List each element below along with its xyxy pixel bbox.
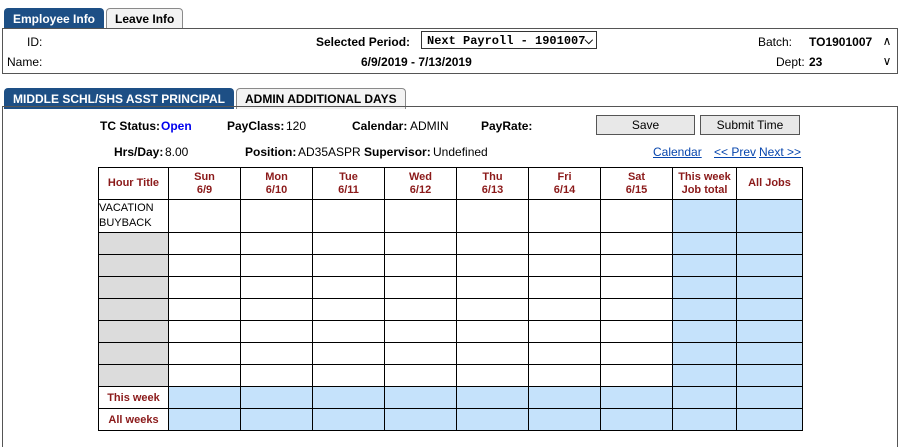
hours-input-cell[interactable] xyxy=(241,365,313,387)
day-header-sun xyxy=(169,168,241,200)
week-job-total-header xyxy=(673,168,737,200)
hours-input-cell[interactable] xyxy=(601,321,673,343)
hour-title-cell[interactable] xyxy=(99,321,169,343)
total-cell xyxy=(457,409,529,431)
hours-input-cell[interactable] xyxy=(241,277,313,299)
position-value: AD35ASPR xyxy=(298,145,361,159)
total-cell xyxy=(385,409,457,431)
hours-input-cell[interactable] xyxy=(313,233,385,255)
timecard-panel xyxy=(2,106,898,447)
week-job-total-cell xyxy=(673,343,737,365)
hours-input-cell[interactable] xyxy=(313,321,385,343)
total-cell xyxy=(169,409,241,431)
hours-input-cell[interactable] xyxy=(313,277,385,299)
hours-input-cell[interactable] xyxy=(241,321,313,343)
all-jobs-cell xyxy=(737,233,803,255)
day-header-sat xyxy=(601,168,673,200)
total-cell xyxy=(737,409,803,431)
all-jobs-cell xyxy=(737,200,803,233)
batch-label: Batch: xyxy=(758,35,793,49)
hours-input-cell[interactable] xyxy=(169,299,241,321)
top-tab-bar xyxy=(4,8,183,29)
dept-label: Dept: xyxy=(776,55,805,69)
tc-status-value: Open xyxy=(161,119,192,133)
hours-input-cell[interactable] xyxy=(241,299,313,321)
payrate-label: PayRate: xyxy=(481,119,533,133)
hours-input-cell[interactable] xyxy=(601,200,673,233)
day-name: Sun xyxy=(194,170,215,183)
submit-time-button[interactable]: Submit Time xyxy=(700,115,800,135)
hour-title-cell[interactable]: VACATION BUYBACK xyxy=(99,200,169,233)
tab-leave-info[interactable]: Leave Info xyxy=(106,8,183,29)
day-date: 6/13 xyxy=(481,183,504,196)
total-cell xyxy=(673,409,737,431)
day-date: 6/14 xyxy=(553,183,576,196)
timecard-grid xyxy=(98,167,803,431)
day-header-fri xyxy=(529,168,601,200)
table-row xyxy=(99,365,803,387)
hours-input-cell[interactable] xyxy=(241,200,313,233)
total-cell xyxy=(737,387,803,409)
day-name: Fri xyxy=(557,170,572,183)
all-jobs-cell xyxy=(737,299,803,321)
hours-input-cell[interactable] xyxy=(385,200,457,233)
hours-input-cell[interactable] xyxy=(241,343,313,365)
table-row xyxy=(99,343,803,365)
day-date: 6/11 xyxy=(338,183,359,196)
total-cell xyxy=(313,387,385,409)
tab-employee-info[interactable]: Employee Info xyxy=(4,8,104,29)
hour-title-cell[interactable] xyxy=(99,365,169,387)
calendar-link[interactable]: Calendar xyxy=(653,145,702,159)
day-date: 6/10 xyxy=(265,183,288,196)
selected-period-label: Selected Period: xyxy=(316,35,411,49)
total-cell xyxy=(457,387,529,409)
hours-input-cell[interactable] xyxy=(457,255,529,277)
table-row xyxy=(99,277,803,299)
supervisor-value: Undefined xyxy=(433,145,488,159)
day-header-mon xyxy=(241,168,313,200)
hour-title-cell[interactable] xyxy=(99,343,169,365)
hrs-day-label: Hrs/Day: xyxy=(114,145,164,159)
this-week-label: This week xyxy=(99,387,169,409)
all-jobs-cell xyxy=(737,277,803,299)
table-row xyxy=(99,200,803,233)
employee-header xyxy=(2,28,898,74)
week-job-total-cell xyxy=(673,200,737,233)
day-date: 6/12 xyxy=(409,183,432,196)
total-cell xyxy=(601,387,673,409)
tab-middle-schl-asst-principal[interactable]: MIDDLE SCHL/SHS ASST PRINCIPAL xyxy=(4,88,234,109)
hours-input-cell[interactable] xyxy=(385,321,457,343)
all-weeks-label: All weeks xyxy=(99,409,169,431)
hours-input-cell[interactable] xyxy=(169,255,241,277)
hours-input-cell[interactable] xyxy=(457,321,529,343)
hours-input-cell[interactable] xyxy=(457,200,529,233)
week-job-total-cell xyxy=(673,299,737,321)
id-label: ID: xyxy=(27,35,43,49)
hours-input-cell[interactable] xyxy=(601,277,673,299)
save-button[interactable]: Save xyxy=(596,115,695,135)
hour-title-cell[interactable] xyxy=(99,255,169,277)
period-select[interactable] xyxy=(421,31,597,49)
date-range: 6/9/2019 - 7/13/2019 xyxy=(361,55,472,69)
table-row xyxy=(99,233,803,255)
hours-input-cell[interactable] xyxy=(601,299,673,321)
total-cell xyxy=(385,387,457,409)
hours-input-cell[interactable] xyxy=(601,233,673,255)
hours-input-cell[interactable] xyxy=(529,233,601,255)
day-date: 6/9 xyxy=(196,183,213,196)
table-row xyxy=(99,255,803,277)
name-label: Name: xyxy=(7,55,43,69)
hours-input-cell[interactable] xyxy=(241,255,313,277)
week-job-total-cell xyxy=(673,277,737,299)
scroll-up-icon[interactable]: ∧ xyxy=(882,34,892,48)
this-week-row xyxy=(99,387,803,409)
hours-input-cell[interactable] xyxy=(385,343,457,365)
hours-input-cell[interactable] xyxy=(313,299,385,321)
day-header-tue xyxy=(313,168,385,200)
hours-input-cell[interactable] xyxy=(313,343,385,365)
all-jobs-cell xyxy=(737,365,803,387)
all-jobs-header: All Jobs xyxy=(737,168,803,200)
hours-input-cell[interactable] xyxy=(169,277,241,299)
week-job-total-line1: This week xyxy=(678,170,731,183)
supervisor-label: Supervisor: xyxy=(364,145,431,159)
hours-input-cell[interactable] xyxy=(601,365,673,387)
total-cell xyxy=(313,409,385,431)
hours-input-cell[interactable] xyxy=(457,277,529,299)
week-job-total-cell xyxy=(673,233,737,255)
next-week-link[interactable]: Next >> xyxy=(759,145,802,159)
scroll-down-icon[interactable]: ∨ xyxy=(882,54,892,68)
day-name: Sat xyxy=(627,170,646,183)
prev-week-link[interactable]: << Prev xyxy=(714,145,757,159)
tab-admin-additional-days[interactable]: ADMIN ADDITIONAL DAYS xyxy=(236,88,406,109)
all-weeks-row xyxy=(99,409,803,431)
hours-input-cell[interactable] xyxy=(313,255,385,277)
hours-input-cell[interactable] xyxy=(529,200,601,233)
week-job-total-line2: Job total xyxy=(681,183,728,196)
total-cell xyxy=(241,409,313,431)
day-date: 6/15 xyxy=(625,183,648,196)
hours-input-cell[interactable] xyxy=(313,200,385,233)
tc-status-label: TC Status: xyxy=(100,119,160,133)
hrs-day-value: 8.00 xyxy=(165,145,189,159)
hours-input-cell[interactable] xyxy=(529,299,601,321)
total-cell xyxy=(529,387,601,409)
calendar-value: ADMIN xyxy=(410,119,449,133)
dept-value: 23 xyxy=(809,55,823,69)
hours-input-cell[interactable] xyxy=(241,233,313,255)
all-jobs-cell xyxy=(737,321,803,343)
hours-input-cell[interactable] xyxy=(385,277,457,299)
hours-input-cell[interactable] xyxy=(601,255,673,277)
hour-title-header: Hour Title xyxy=(99,168,169,200)
total-cell xyxy=(241,387,313,409)
hours-input-cell[interactable] xyxy=(529,277,601,299)
payclass-value: 120 xyxy=(286,119,307,133)
total-cell xyxy=(529,409,601,431)
week-job-total-cell xyxy=(673,365,737,387)
total-cell xyxy=(673,387,737,409)
week-job-total-cell xyxy=(673,255,737,277)
day-header-thu xyxy=(457,168,529,200)
total-cell xyxy=(601,409,673,431)
table-row xyxy=(99,299,803,321)
hours-input-cell[interactable] xyxy=(457,365,529,387)
hours-input-cell[interactable] xyxy=(529,365,601,387)
day-name: Mon xyxy=(265,170,288,183)
hour-title-cell[interactable] xyxy=(99,233,169,255)
hours-input-cell[interactable] xyxy=(169,343,241,365)
day-name: Wed xyxy=(408,170,433,183)
day-name: Thu xyxy=(482,170,503,183)
batch-value: TO1901007 xyxy=(809,35,873,49)
hours-input-cell[interactable] xyxy=(385,233,457,255)
hours-input-cell[interactable] xyxy=(385,255,457,277)
grid-header-row xyxy=(99,168,803,200)
all-jobs-cell xyxy=(737,255,803,277)
hours-input-cell[interactable] xyxy=(529,343,601,365)
period-select-value: Next Payroll - 1901007 xyxy=(427,34,586,48)
week-job-total-cell xyxy=(673,321,737,343)
hours-input-cell[interactable] xyxy=(529,321,601,343)
hours-input-cell[interactable] xyxy=(313,365,385,387)
hours-input-cell[interactable] xyxy=(601,343,673,365)
payclass-label: PayClass: xyxy=(227,119,285,133)
hours-input-cell[interactable] xyxy=(457,233,529,255)
all-jobs-cell xyxy=(737,343,803,365)
hours-input-cell[interactable] xyxy=(457,343,529,365)
position-label: Position: xyxy=(245,145,297,159)
hour-title-cell[interactable] xyxy=(99,299,169,321)
hour-title-cell[interactable] xyxy=(99,277,169,299)
hours-input-cell[interactable] xyxy=(385,299,457,321)
calendar-label: Calendar: xyxy=(352,119,408,133)
chevron-down-icon: ⌵ xyxy=(584,34,593,47)
day-name: Tue xyxy=(339,170,358,183)
hours-input-cell[interactable] xyxy=(169,365,241,387)
table-row xyxy=(99,321,803,343)
day-header-wed xyxy=(385,168,457,200)
hours-input-cell[interactable] xyxy=(169,321,241,343)
hours-input-cell[interactable] xyxy=(385,365,457,387)
hours-input-cell[interactable] xyxy=(169,200,241,233)
hours-input-cell[interactable] xyxy=(457,299,529,321)
total-cell xyxy=(169,387,241,409)
hours-input-cell[interactable] xyxy=(169,233,241,255)
header-scroller[interactable] xyxy=(879,31,895,71)
hours-input-cell[interactable] xyxy=(529,255,601,277)
